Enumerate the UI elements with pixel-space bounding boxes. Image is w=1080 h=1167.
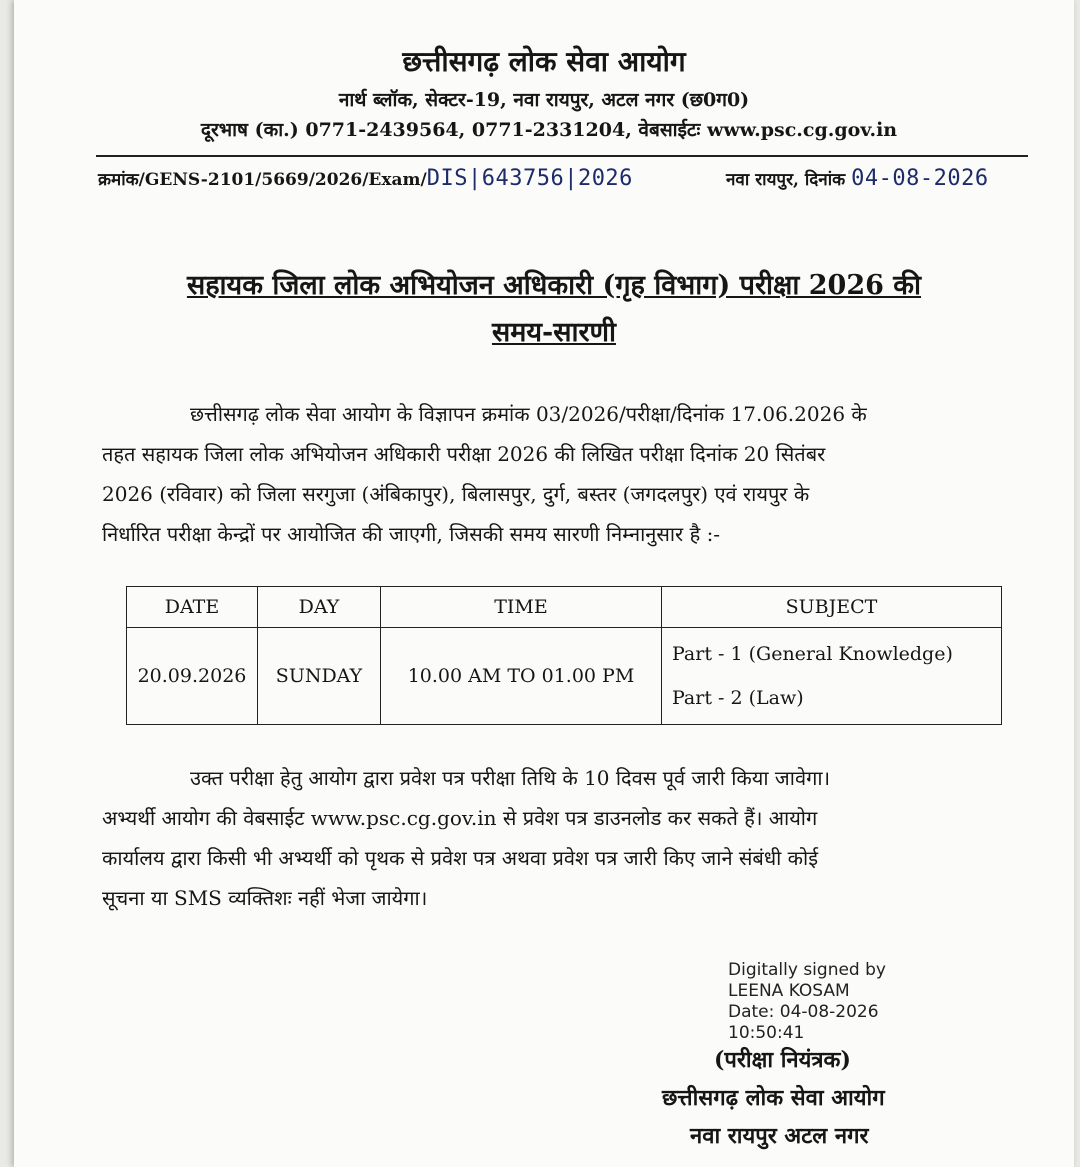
intro-paragraph xyxy=(102,394,1026,554)
schedule-table xyxy=(126,586,1002,725)
signature-line: LEENA KOSAM xyxy=(728,981,850,1001)
signatory-city: नवा रायपुर अटल नगर xyxy=(690,1123,869,1149)
paragraph-line: 2026 (रविवार) को जिला सरगुजा (अंबिकापुर), बिलासपुर, दुर्ग, बस्तर (जगदलपुर) एवं रायपुर के xyxy=(102,482,810,506)
signatory-designation: (परीक्षा नियंत्रक) xyxy=(714,1047,851,1073)
title-line-1: सहायक जिला लोक अभियोजन अधिकारी (गृह विभाग) परीक्षा 2026 की xyxy=(186,270,922,301)
table-header-row xyxy=(127,587,1002,628)
cell-day: SUNDAY xyxy=(258,628,381,725)
date-handwritten: 04-08-2026 xyxy=(851,166,989,191)
header-divider xyxy=(96,155,1028,157)
signatory-org: छत्तीसगढ़ लोक सेवा आयोग xyxy=(662,1085,885,1111)
admit-card-paragraph xyxy=(102,758,1032,918)
title-line-2: समय-सारणी xyxy=(491,317,617,348)
paragraph-line: अभ्यर्थी आयोग की वेबसाईट www.psc.cg.gov.in से प्रवेश पत्र डाउनलोड कर सकते हैं। आयोग xyxy=(102,806,818,830)
org-address: नार्थ ब्लॉक, सेक्टर-19, नवा रायपुर, अटल नगर (छ0ग0) xyxy=(338,89,750,111)
digital-signature xyxy=(728,960,886,1044)
paragraph-line: निर्धारित परीक्षा केन्द्रों पर आयोजित की जाएगी, जिसकी समय सारणी निम्नानुसार है :- xyxy=(102,522,721,546)
paragraph-line: उक्त परीक्षा हेतु आयोग द्वारा प्रवेश पत्र परीक्षा तिथि के 10 दिवस पूर्व जारी किया जावेगा। xyxy=(190,766,831,790)
reference-date xyxy=(726,166,989,191)
org-contact: दूरभाष (का.) 0771-2439564, 0771-2331204, वेबसाईटः www.psc.cg.gov.in xyxy=(200,119,898,141)
document-page xyxy=(14,0,1074,1167)
table-row xyxy=(127,628,1002,725)
reference-number xyxy=(98,166,633,191)
reference-printed: क्रमांक/GENS-2101/5669/2026/Exam/ xyxy=(98,170,427,190)
header-date: DATE xyxy=(127,587,258,628)
signature-line: 10:50:41 xyxy=(728,1023,805,1043)
paragraph-line: कार्यालय द्वारा किसी भी अभ्यर्थी को पृथक से प्रवेश पत्र अथवा प्रवेश पत्र जारी किए जाने संबंधी कोई xyxy=(102,846,819,870)
org-name: छत्तीसगढ़ लोक सेवा आयोग xyxy=(402,45,686,78)
subject-part-1: Part - 1 (General Knowledge) xyxy=(672,643,953,665)
cell-subject xyxy=(662,628,1002,725)
cell-time: 10.00 AM TO 01.00 PM xyxy=(381,628,662,725)
subject-part-2: Part - 2 (Law) xyxy=(672,687,804,709)
paragraph-line: तहत सहायक जिला लोक अभियोजन अधिकारी परीक्षा 2026 की लिखित परीक्षा दिनांक 20 सितंबर xyxy=(102,442,826,466)
paragraph-line: छत्तीसगढ़ लोक सेवा आयोग के विज्ञापन क्रमांक 03/2026/परीक्षा/दिनांक 17.06.2026 के xyxy=(190,402,867,426)
paragraph-line: सूचना या SMS व्यक्तिशः नहीं भेजा जायेगा। xyxy=(102,886,428,910)
cell-date: 20.09.2026 xyxy=(127,628,258,725)
notice-title xyxy=(94,262,1014,356)
date-label: नवा रायपुर, दिनांक xyxy=(726,170,846,190)
header-day: DAY xyxy=(258,587,381,628)
header-time: TIME xyxy=(381,587,662,628)
reference-handwritten: DIS|643756|2026 xyxy=(426,166,633,191)
signature-line: Digitally signed by xyxy=(728,960,886,980)
signature-line: Date: 04-08-2026 xyxy=(728,1002,879,1022)
header-subject: SUBJECT xyxy=(662,587,1002,628)
